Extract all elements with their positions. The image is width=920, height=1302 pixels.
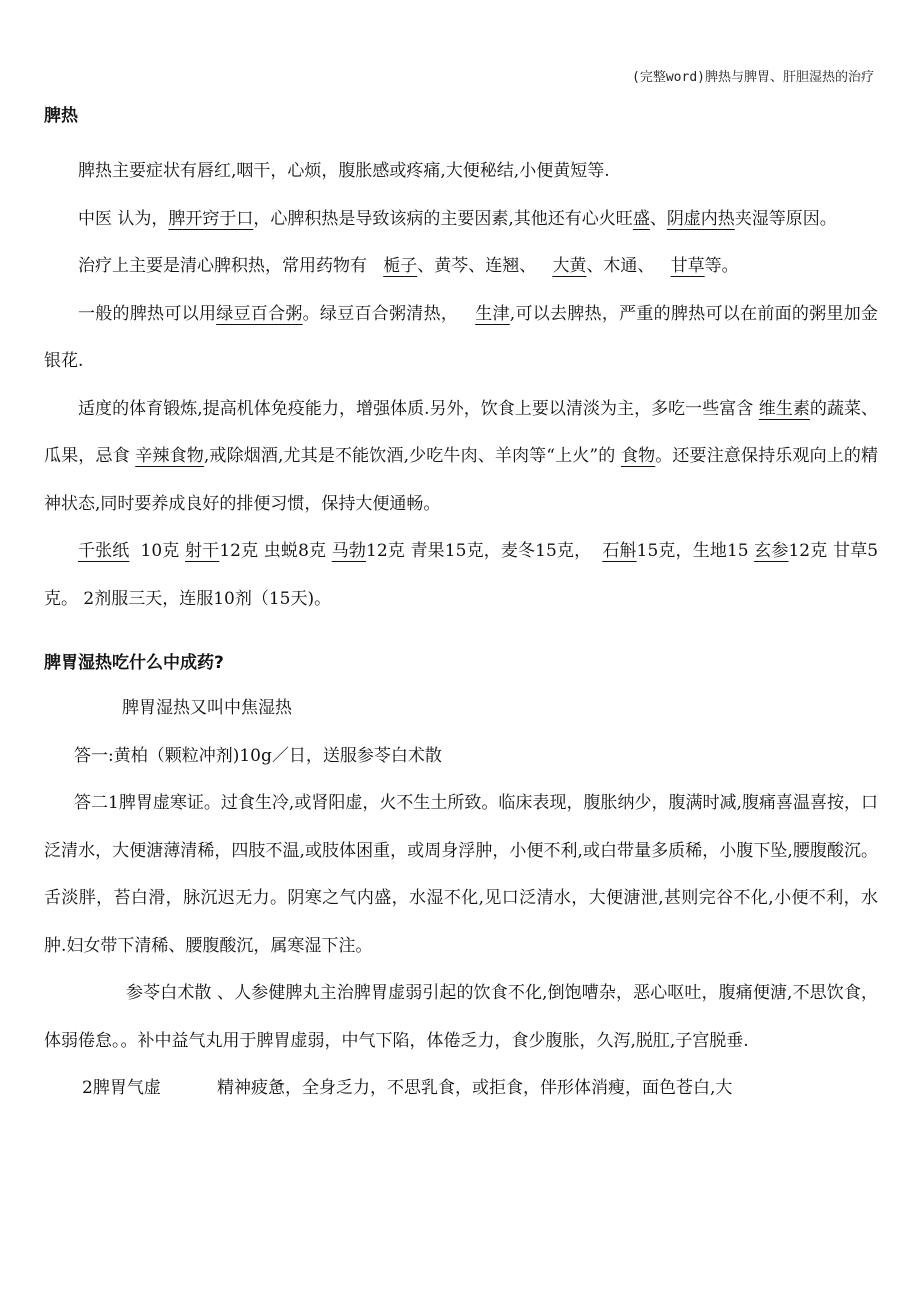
term-link[interactable]: 射干 — [185, 541, 220, 561]
term-link[interactable]: 阴虚内热 — [666, 208, 735, 229]
term-link[interactable]: 生津 — [475, 303, 510, 324]
term-link[interactable]: 玄参 — [754, 541, 789, 561]
paragraph-tcm-view: 中医 认为，脾开窍于口，心脾积热是导致该病的主要因素,其他还有心火旺盛、阴虚内热夹湿等原因。 — [78, 208, 837, 229]
subtitle-middle-jiao: 脾胃湿热又叫中焦湿热 — [122, 698, 292, 718]
term-link[interactable]: 脾开窍于口 — [168, 208, 254, 229]
section-title-spleen-heat: 脾热 — [44, 106, 78, 126]
document-body — [44, 100, 878, 1113]
term-link[interactable]: 石斛 — [602, 541, 637, 561]
term-link[interactable]: 盛 — [632, 208, 650, 229]
paragraph-lifestyle: 适度的体育锻炼,提高机体免疫能力，增强体质.另外，饮食上要以清淡为主，多吃一些富含 维生素的蔬菜、瓜果，忌食 辛辣食物,戒除烟酒,尤其是不能饮酒,少吃牛肉、羊肉等“上火”的 食物。还要注意保持乐观向上的精神状态,同时要养成良好的排便习惯，保持大便通畅。 — [44, 398, 879, 514]
term-link[interactable]: 栀子 — [383, 256, 418, 276]
term-link[interactable]: 大黄 — [552, 256, 587, 276]
term-link[interactable]: 绿豆百合粥 — [216, 303, 303, 324]
term-link[interactable]: 甘草 — [670, 256, 705, 276]
term-link[interactable]: 维生素 — [758, 398, 810, 419]
paragraph-treatment: 治疗上主要是清心脾积热，常用药物有 栀子、黄芩、连翘、 大黄、木通、 甘草等。 — [78, 256, 739, 276]
term-link[interactable]: 辛辣食物 — [135, 446, 204, 466]
answer-two: 答二1脾胃虚寒证。过食生冷,或肾阳虚，火不生土所致。临床表现，腹胀纳少，腹满时减,腹痛喜温喜按，口泛清水，大便溏薄清稀，四肢不温,或肢体困重，或周身浮肿，小便不利,或白带量多质稀，小腹下坠,腰腹酸沉。舌淡胖，苔白滑，脉沉迟无力。阴寒之气内盛，水湿不化,见口泛清水，大便溏泄,甚则完谷不化,小便不利，水肿.妇女带下清稀、腰腹酸沉，属寒湿下注。 — [44, 793, 878, 956]
term-link[interactable]: 食物 — [620, 446, 656, 466]
paragraph-symptoms: 脾热主要症状有唇红,咽干，心烦，腹胀感或疼痛,大便秘结,小便黄短等. — [78, 161, 610, 181]
section-title-damp-heat: 脾胃湿热吃什么中成药? — [44, 653, 224, 673]
term-link[interactable]: 马勃 — [331, 541, 367, 561]
paragraph-prescription: 千张纸 10克 射干12克 虫蜕8克 马勃12克 青果15克，麦冬15克， 石斛15克，生地15 玄参12克 甘草5克。 2剂服三天，连服10剂（15天)。 — [44, 541, 879, 609]
term-link[interactable]: 千张纸 — [78, 541, 130, 561]
running-header: (完整word)脾热与脾胃、肝胆湿热的治疗 — [632, 70, 874, 85]
paragraph-diet-porridge: 一般的脾热可以用绿豆百合粥。绿豆百合粥清热， 生津,可以去脾热，严重的脾热可以在前面的粥里加金银花. — [44, 303, 879, 371]
paragraph-patent-medicines: 参苓白术散 、人参健脾丸主治脾胃虚弱引起的饮食不化,倒饱嘈杂，恶心呕吐，腹痛便溏,不思饮食，体弱倦怠。。补中益气丸用于脾胃虚弱，中气下陷，体倦乏力，食少腹胀，久泻,脱肛,子宫脱垂. — [44, 983, 878, 1051]
answer-one: 答一:黄柏（颗粒冲剂)10g／日，送服参苓白术散 — [74, 745, 442, 766]
item-spleen-qi-deficiency: 2脾胃气虚 精神疲惫，全身乏力，不思乳食，或拒食，伴形体消瘦，面色苍白,大 — [82, 1078, 733, 1098]
